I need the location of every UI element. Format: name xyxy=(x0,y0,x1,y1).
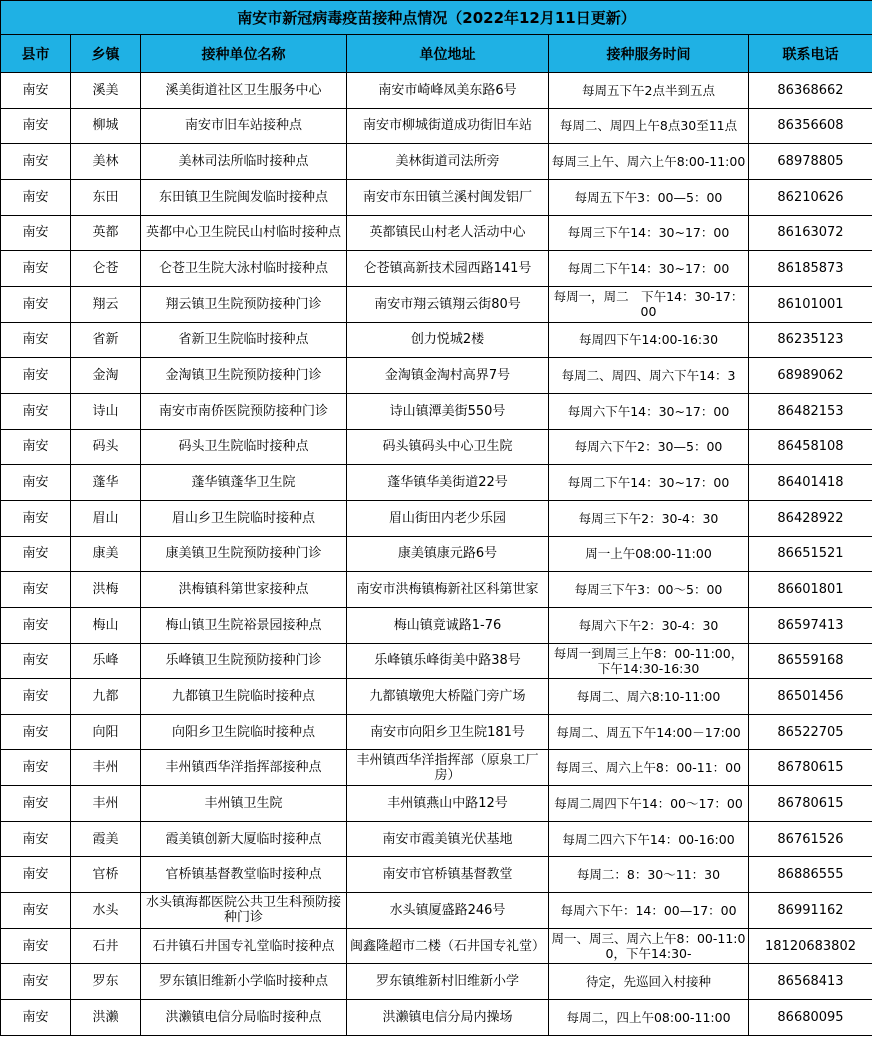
township-cell: 向阳 xyxy=(71,714,141,750)
county-cell: 南安 xyxy=(1,857,71,893)
service-time-cell: 每周三上午、周六上午8:00-11:00 xyxy=(549,144,749,180)
service-time-cell: 每周三下午3：00～5：00 xyxy=(549,572,749,608)
township-cell: 洪梅 xyxy=(71,572,141,608)
county-cell: 南安 xyxy=(1,536,71,572)
phone-cell: 86597413 xyxy=(749,607,872,643)
table-row xyxy=(1,73,872,109)
county-cell: 南安 xyxy=(1,429,71,465)
county-cell: 南安 xyxy=(1,893,71,929)
phone-cell: 86501456 xyxy=(749,679,872,715)
address-cell: 创力悦城2楼 xyxy=(347,322,549,358)
township-cell: 诗山 xyxy=(71,393,141,429)
township-cell: 梅山 xyxy=(71,607,141,643)
unit-name-cell: 翔云镇卫生院预防接种门诊 xyxy=(141,286,347,322)
service-time-cell: 每周六下午2：30—5：00 xyxy=(549,429,749,465)
address-cell: 仑苍镇高新技术园西路141号 xyxy=(347,251,549,287)
phone-cell: 86163072 xyxy=(749,215,872,251)
phone-cell: 86482153 xyxy=(749,393,872,429)
address-cell: 诗山镇潭美街550号 xyxy=(347,393,549,429)
township-cell: 洪濑 xyxy=(71,1000,141,1036)
unit-name-cell: 九都镇卫生院临时接种点 xyxy=(141,679,347,715)
phone-cell: 86356608 xyxy=(749,108,872,144)
county-cell: 南安 xyxy=(1,215,71,251)
table-row xyxy=(1,179,872,215)
address-cell: 水头镇厦盛路246号 xyxy=(347,893,549,929)
service-time-cell: 待定，先巡回入村接种 xyxy=(549,964,749,1000)
township-cell: 乐峰 xyxy=(71,643,141,679)
phone-cell: 86780615 xyxy=(749,786,872,822)
header-unit-name: 接种单位名称 xyxy=(141,35,347,73)
unit-name-cell: 眉山乡卫生院临时接种点 xyxy=(141,500,347,536)
county-cell: 南安 xyxy=(1,679,71,715)
table-row xyxy=(1,821,872,857)
unit-name-cell: 溪美街道社区卫生服务中心 xyxy=(141,73,347,109)
address-cell: 金淘镇金淘村高界7号 xyxy=(347,358,549,394)
service-time-cell: 每周二下午14：30~17：00 xyxy=(549,465,749,501)
phone-cell: 86185873 xyxy=(749,251,872,287)
township-cell: 仑苍 xyxy=(71,251,141,287)
phone-cell: 86210626 xyxy=(749,179,872,215)
phone-cell: 68989062 xyxy=(749,358,872,394)
service-time-cell: 每周六下午2：30-4：30 xyxy=(549,607,749,643)
county-cell: 南安 xyxy=(1,393,71,429)
unit-name-cell: 南安市南侨医院预防接种门诊 xyxy=(141,393,347,429)
phone-cell: 68978805 xyxy=(749,144,872,180)
unit-name-cell: 仑苍卫生院大泳村临时接种点 xyxy=(141,251,347,287)
county-cell: 南安 xyxy=(1,750,71,786)
header-service-time: 接种服务时间 xyxy=(549,35,749,73)
phone-cell: 86401418 xyxy=(749,465,872,501)
phone-cell: 18120683802 xyxy=(749,928,872,964)
address-cell: 南安市霞美镇光伏基地 xyxy=(347,821,549,857)
phone-cell: 86651521 xyxy=(749,536,872,572)
phone-cell: 86680095 xyxy=(749,1000,872,1036)
unit-name-cell: 南安市旧车站接种点 xyxy=(141,108,347,144)
township-cell: 水头 xyxy=(71,893,141,929)
service-time-cell: 每周五下午2点半到五点 xyxy=(549,73,749,109)
county-cell: 南安 xyxy=(1,108,71,144)
table-body xyxy=(1,73,872,1036)
service-time-cell: 每周一到周三上午8：00-11:00，下午14:30-16:30 xyxy=(549,643,749,679)
service-time-cell: 每周二、周四上午8点30至11点 xyxy=(549,108,749,144)
service-time-cell: 每周三下午14：30~17：00 xyxy=(549,215,749,251)
header-township: 乡镇 xyxy=(71,35,141,73)
county-cell: 南安 xyxy=(1,928,71,964)
unit-name-cell: 水头镇海都医院公共卫生科预防接种门诊 xyxy=(141,893,347,929)
address-cell: 闽鑫隆超市二楼（石井国专礼堂） xyxy=(347,928,549,964)
table-row xyxy=(1,964,872,1000)
table-row xyxy=(1,144,872,180)
unit-name-cell: 丰州镇卫生院 xyxy=(141,786,347,822)
table-row xyxy=(1,108,872,144)
address-cell: 丰州镇燕山中路12号 xyxy=(347,786,549,822)
township-cell: 康美 xyxy=(71,536,141,572)
unit-name-cell: 省新卫生院临时接种点 xyxy=(141,322,347,358)
address-cell: 南安市崎峰凤美东路6号 xyxy=(347,73,549,109)
service-time-cell: 每周六下午14：30~17：00 xyxy=(549,393,749,429)
phone-cell: 86559168 xyxy=(749,643,872,679)
unit-name-cell: 金淘镇卫生院预防接种门诊 xyxy=(141,358,347,394)
service-time-cell: 每周二、周六8:10-11:00 xyxy=(549,679,749,715)
county-cell: 南安 xyxy=(1,964,71,1000)
unit-name-cell: 东田镇卫生院闽发临时接种点 xyxy=(141,179,347,215)
table-row xyxy=(1,714,872,750)
table-row xyxy=(1,500,872,536)
table-row xyxy=(1,215,872,251)
header-phone: 联系电话 xyxy=(749,35,872,73)
service-time-cell: 每周二，四上午08:00-11:00 xyxy=(549,1000,749,1036)
unit-name-cell: 乐峰镇卫生院预防接种门诊 xyxy=(141,643,347,679)
address-cell: 洪濑镇电信分局内操场 xyxy=(347,1000,549,1036)
address-cell: 南安市东田镇兰溪村闽发铝厂 xyxy=(347,179,549,215)
county-cell: 南安 xyxy=(1,144,71,180)
table-row xyxy=(1,750,872,786)
address-cell: 梅山镇竟诚路1-76 xyxy=(347,607,549,643)
address-cell: 英都镇民山村老人活动中心 xyxy=(347,215,549,251)
unit-name-cell: 官桥镇基督教堂临时接种点 xyxy=(141,857,347,893)
unit-name-cell: 丰州镇西华洋指挥部接种点 xyxy=(141,750,347,786)
service-time-cell: 每周四下午14:00-16:30 xyxy=(549,322,749,358)
address-cell: 南安市柳城街道成功街旧车站 xyxy=(347,108,549,144)
service-time-cell: 每周三、周六上午8：00-11：00 xyxy=(549,750,749,786)
township-cell: 翔云 xyxy=(71,286,141,322)
township-cell: 溪美 xyxy=(71,73,141,109)
service-time-cell: 每周二、周五下午14:00－17:00 xyxy=(549,714,749,750)
township-cell: 丰州 xyxy=(71,750,141,786)
township-cell: 美林 xyxy=(71,144,141,180)
phone-cell: 86368662 xyxy=(749,73,872,109)
address-cell: 眉山街田内老少乐园 xyxy=(347,500,549,536)
table-row xyxy=(1,857,872,893)
unit-name-cell: 康美镇卫生院预防接种门诊 xyxy=(141,536,347,572)
county-cell: 南安 xyxy=(1,358,71,394)
phone-cell: 86101001 xyxy=(749,286,872,322)
service-time-cell: 每周五下午3：00—5：00 xyxy=(549,179,749,215)
address-cell: 乐峰镇乐峰街美中路38号 xyxy=(347,643,549,679)
address-cell: 九都镇墩兜大桥隘门旁广场 xyxy=(347,679,549,715)
phone-cell: 86235123 xyxy=(749,322,872,358)
township-cell: 柳城 xyxy=(71,108,141,144)
service-time-cell: 周一、周三、周六上午8：00-11:00，下午14:30- xyxy=(549,928,749,964)
township-cell: 罗东 xyxy=(71,964,141,1000)
township-cell: 眉山 xyxy=(71,500,141,536)
county-cell: 南安 xyxy=(1,500,71,536)
unit-name-cell: 洪梅镇科第世家接种点 xyxy=(141,572,347,608)
header-row xyxy=(1,35,872,73)
county-cell: 南安 xyxy=(1,465,71,501)
unit-name-cell: 霞美镇创新大厦临时接种点 xyxy=(141,821,347,857)
township-cell: 省新 xyxy=(71,322,141,358)
township-cell: 金淘 xyxy=(71,358,141,394)
unit-name-cell: 蓬华镇蓬华卫生院 xyxy=(141,465,347,501)
county-cell: 南安 xyxy=(1,607,71,643)
unit-name-cell: 石井镇石井国专礼堂临时接种点 xyxy=(141,928,347,964)
table-row xyxy=(1,643,872,679)
address-cell: 康美镇康元路6号 xyxy=(347,536,549,572)
service-time-cell: 每周一，周二 下午14：30-17：00 xyxy=(549,286,749,322)
county-cell: 南安 xyxy=(1,286,71,322)
phone-cell: 86522705 xyxy=(749,714,872,750)
county-cell: 南安 xyxy=(1,572,71,608)
table-row xyxy=(1,358,872,394)
unit-name-cell: 梅山镇卫生院裕景园接种点 xyxy=(141,607,347,643)
service-time-cell: 每周二四六下午14：00-16:00 xyxy=(549,821,749,857)
service-time-cell: 每周二下午14：30~17：00 xyxy=(549,251,749,287)
address-cell: 美林街道司法所旁 xyxy=(347,144,549,180)
table-row xyxy=(1,928,872,964)
county-cell: 南安 xyxy=(1,251,71,287)
service-time-cell: 每周二、周四、周六下午14：3 xyxy=(549,358,749,394)
table-row xyxy=(1,1000,872,1036)
township-cell: 丰州 xyxy=(71,786,141,822)
phone-cell: 86991162 xyxy=(749,893,872,929)
address-cell: 丰州镇西华洋指挥部（原泉工厂房） xyxy=(347,750,549,786)
service-time-cell: 每周二：8：30～11：30 xyxy=(549,857,749,893)
township-cell: 九都 xyxy=(71,679,141,715)
unit-name-cell: 美林司法所临时接种点 xyxy=(141,144,347,180)
address-cell: 南安市向阳乡卫生院181号 xyxy=(347,714,549,750)
county-cell: 南安 xyxy=(1,322,71,358)
phone-cell: 86886555 xyxy=(749,857,872,893)
unit-name-cell: 向阳乡卫生院临时接种点 xyxy=(141,714,347,750)
table-row xyxy=(1,322,872,358)
header-county: 县市 xyxy=(1,35,71,73)
table-row xyxy=(1,429,872,465)
unit-name-cell: 码头卫生院临时接种点 xyxy=(141,429,347,465)
phone-cell: 86601801 xyxy=(749,572,872,608)
service-time-cell: 每周二周四下午14：00～17：00 xyxy=(549,786,749,822)
township-cell: 霞美 xyxy=(71,821,141,857)
phone-cell: 86428922 xyxy=(749,500,872,536)
county-cell: 南安 xyxy=(1,73,71,109)
table-title: 南安市新冠病毒疫苗接种点情况（2022年12月11日更新） xyxy=(1,1,872,35)
county-cell: 南安 xyxy=(1,786,71,822)
address-cell: 码头镇码头中心卫生院 xyxy=(347,429,549,465)
township-cell: 官桥 xyxy=(71,857,141,893)
county-cell: 南安 xyxy=(1,1000,71,1036)
table-row xyxy=(1,251,872,287)
unit-name-cell: 英都中心卫生院民山村临时接种点 xyxy=(141,215,347,251)
address-cell: 南安市翔云镇翔云街80号 xyxy=(347,286,549,322)
township-cell: 石井 xyxy=(71,928,141,964)
table-row xyxy=(1,536,872,572)
table-row xyxy=(1,465,872,501)
table-row xyxy=(1,607,872,643)
service-time-cell: 周一上午08:00-11:00 xyxy=(549,536,749,572)
table-row xyxy=(1,893,872,929)
unit-name-cell: 洪濑镇电信分局临时接种点 xyxy=(141,1000,347,1036)
phone-cell: 86761526 xyxy=(749,821,872,857)
table-row xyxy=(1,286,872,322)
service-time-cell: 每周三下午2：30-4：30 xyxy=(549,500,749,536)
phone-cell: 86568413 xyxy=(749,964,872,1000)
county-cell: 南安 xyxy=(1,643,71,679)
title-row xyxy=(1,1,872,35)
township-cell: 码头 xyxy=(71,429,141,465)
address-cell: 罗东镇维新村旧维新小学 xyxy=(347,964,549,1000)
address-cell: 蓬华镇华美街道22号 xyxy=(347,465,549,501)
table-row xyxy=(1,786,872,822)
address-cell: 南安市洪梅镇梅新社区科第世家 xyxy=(347,572,549,608)
township-cell: 蓬华 xyxy=(71,465,141,501)
service-time-cell: 每周六下午：14：00—17：00 xyxy=(549,893,749,929)
township-cell: 东田 xyxy=(71,179,141,215)
county-cell: 南安 xyxy=(1,179,71,215)
township-cell: 英都 xyxy=(71,215,141,251)
address-cell: 南安市官桥镇基督教堂 xyxy=(347,857,549,893)
phone-cell: 86780615 xyxy=(749,750,872,786)
table-row xyxy=(1,393,872,429)
table-row xyxy=(1,679,872,715)
table-row xyxy=(1,572,872,608)
header-address: 单位地址 xyxy=(347,35,549,73)
phone-cell: 86458108 xyxy=(749,429,872,465)
county-cell: 南安 xyxy=(1,821,71,857)
unit-name-cell: 罗东镇旧维新小学临时接种点 xyxy=(141,964,347,1000)
county-cell: 南安 xyxy=(1,714,71,750)
